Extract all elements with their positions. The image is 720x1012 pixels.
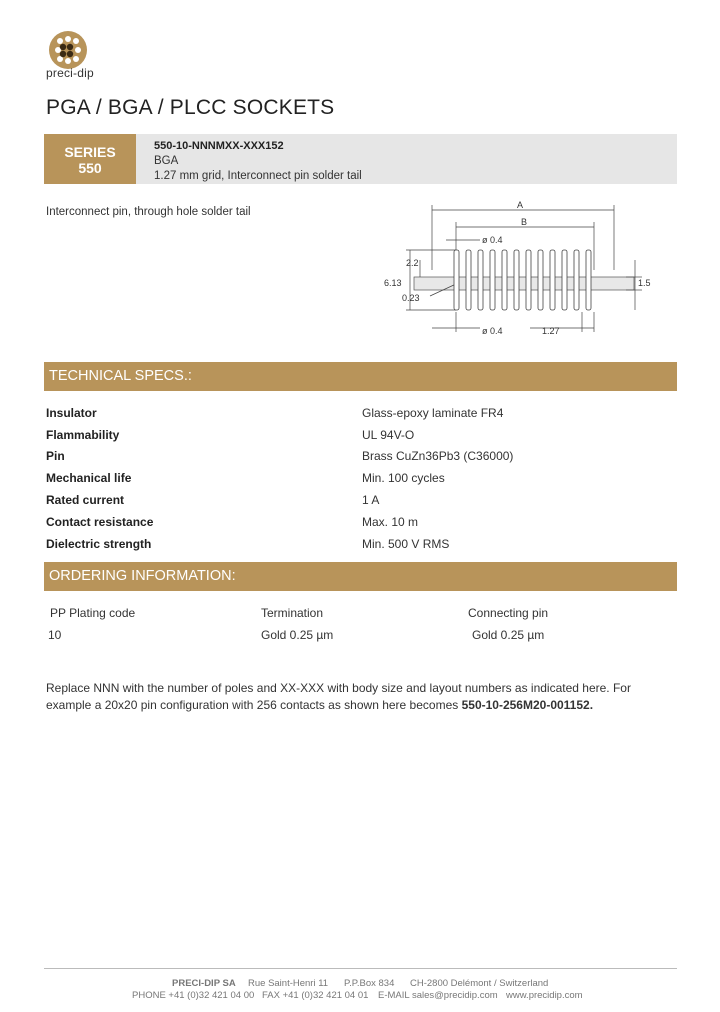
footer-email[interactable]: E-MAIL sales@precidip.com [378,990,498,1001]
footer-phone: PHONE +41 (0)32 421 04 00 [132,990,255,1001]
spec-value: Min. 500 V RMS [362,537,450,551]
ordering-plating-code: 10 [48,628,62,642]
ordering-header-termination: Termination [261,606,324,620]
logo-text: preci-dip [46,66,94,80]
dim-pin-diameter-bottom: ø 0.4 [482,326,503,336]
dim-a-label: A [516,200,524,210]
ordering-header-connecting-pin: Connecting pin [468,606,549,620]
spec-value: Brass CuZn36Pb3 (C36000) [362,449,514,463]
series-label: SERIES [64,144,116,160]
spec-label: Insulator [46,406,97,420]
series-number: 550 [78,160,102,176]
footer-divider [44,968,677,969]
dim-6-13: 6.13 [384,278,402,288]
spec-label: Contact resistance [46,515,154,529]
spec-label: Rated current [46,493,125,507]
spec-value: UL 94V-O [362,428,415,442]
spec-label: Pin [46,449,65,463]
dim-b-label: B [520,217,528,227]
technical-drawing [380,200,680,340]
spec-label: Dielectric strength [46,537,152,551]
series-description: 1.27 mm grid, Interconnect pin solder tail [154,170,362,182]
intro-text: Interconnect pin, through hole solder tail [46,206,251,218]
dim-pin-diameter-top: ø 0.4 [482,235,503,245]
spec-value: 1 A [362,493,380,507]
spec-value: Max. 10 m [362,515,419,529]
dim-0-23: 0.23 [402,293,420,303]
spec-label: Mechanical life [46,471,132,485]
technical-specs-heading: TECHNICAL SPECS.: [44,362,677,391]
footer-city: CH-2800 Delémont / Switzerland [410,978,549,989]
footer-company: PRECI-DIP SA [172,978,236,989]
series-badge [44,134,136,184]
ordering-note [46,680,646,714]
series-type: BGA [154,155,179,167]
dim-1-5: 1.5 [638,278,651,288]
footer-street: Rue Saint-Henri 11 [248,978,329,989]
ordering-note-text: Replace NNN with the number of poles and XX-XXX with body size and layout numbers as indicated here. For example a 20x20 pin configuration with 256 contacts as shown here becomes [46,681,631,712]
ordering-connecting-pin: Gold 0.25 µm [472,628,545,642]
spec-label: Flammability [46,428,120,442]
series-code: 550-10-NNNMXX-XXX152 [154,140,284,152]
dim-2-2: 2.2 [406,258,419,268]
footer-pobox: P.P.Box 834 [344,978,395,989]
ordering-header-plating: PP Plating code [50,606,136,620]
ordering-termination: Gold 0.25 µm [261,628,334,642]
footer-website[interactable]: www.precidip.com [506,990,583,1001]
spec-value: Min. 100 cycles [362,471,445,485]
footer-fax: FAX +41 (0)32 421 04 01 [262,990,369,1001]
dim-1-27: 1.27 [542,326,560,336]
ordering-info-heading: ORDERING INFORMATION: [44,562,677,591]
ordering-note-example: 550-10-256M20-001152. [461,698,594,712]
page-title: PGA / BGA / PLCC SOCKETS [46,96,335,119]
spec-value: Glass-epoxy laminate FR4 [362,406,504,420]
